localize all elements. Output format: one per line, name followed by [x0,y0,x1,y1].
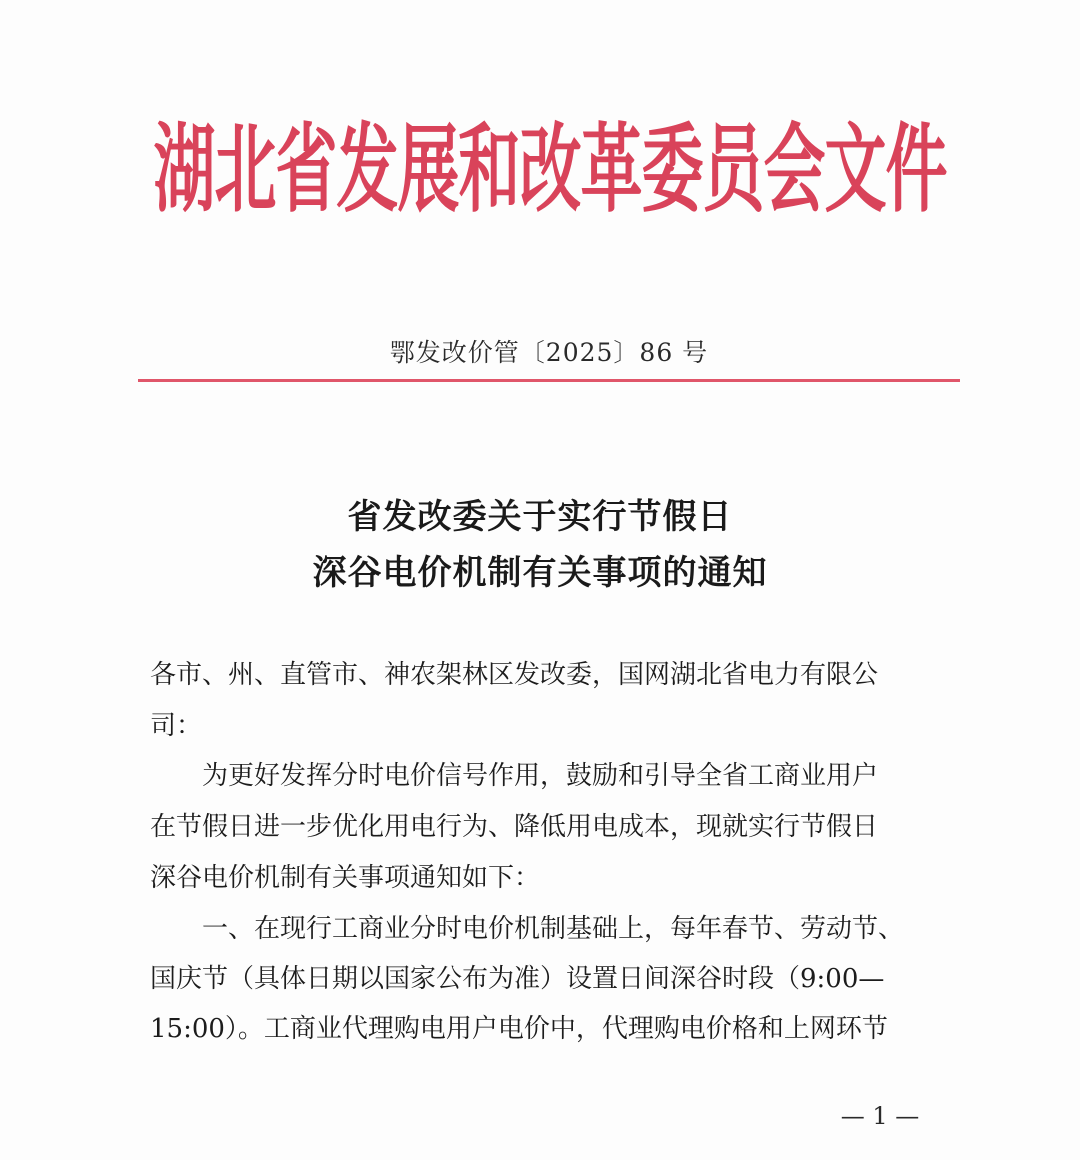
document-number: 鄂发改价管〔2025〕86 号 [389,338,709,367]
body-text-line: 深谷电价机制有关事项通知如下： [150,863,541,893]
notice-title-line-2: 深谷电价机制有关事项的通知 [312,553,768,593]
body-text-line: 一、在现行工商业分时电价机制基础上，每年春节、劳动节、 [150,914,905,944]
body-text-line: 各市、州、直管市、神农架林区发改委，国网湖北省电力有限公 [150,660,879,690]
body-text-line: 为更好发挥分时电价信号作用，鼓励和引导全省工商业用户 [150,761,879,791]
body-text-line: 在节假日进一步优化用电行为、降低用电成本，现就实行节假日 [150,812,879,842]
body-text-line: 15:00）。工商业代理购电用户电价中，代理购电价格和上网环节 [150,1014,888,1044]
body-text-line: 司： [150,711,203,741]
org-header-title: 湖北省发展和改革委员会文件 [153,112,947,226]
red-divider-line [138,379,960,382]
body-text-line: 国庆节（具体日期以国家公布为准）设置日间深谷时段（9:00— [150,964,885,994]
notice-title-line-1: 省发改委关于实行节假日 [347,497,733,537]
page-number: — 1 — [840,1102,920,1130]
